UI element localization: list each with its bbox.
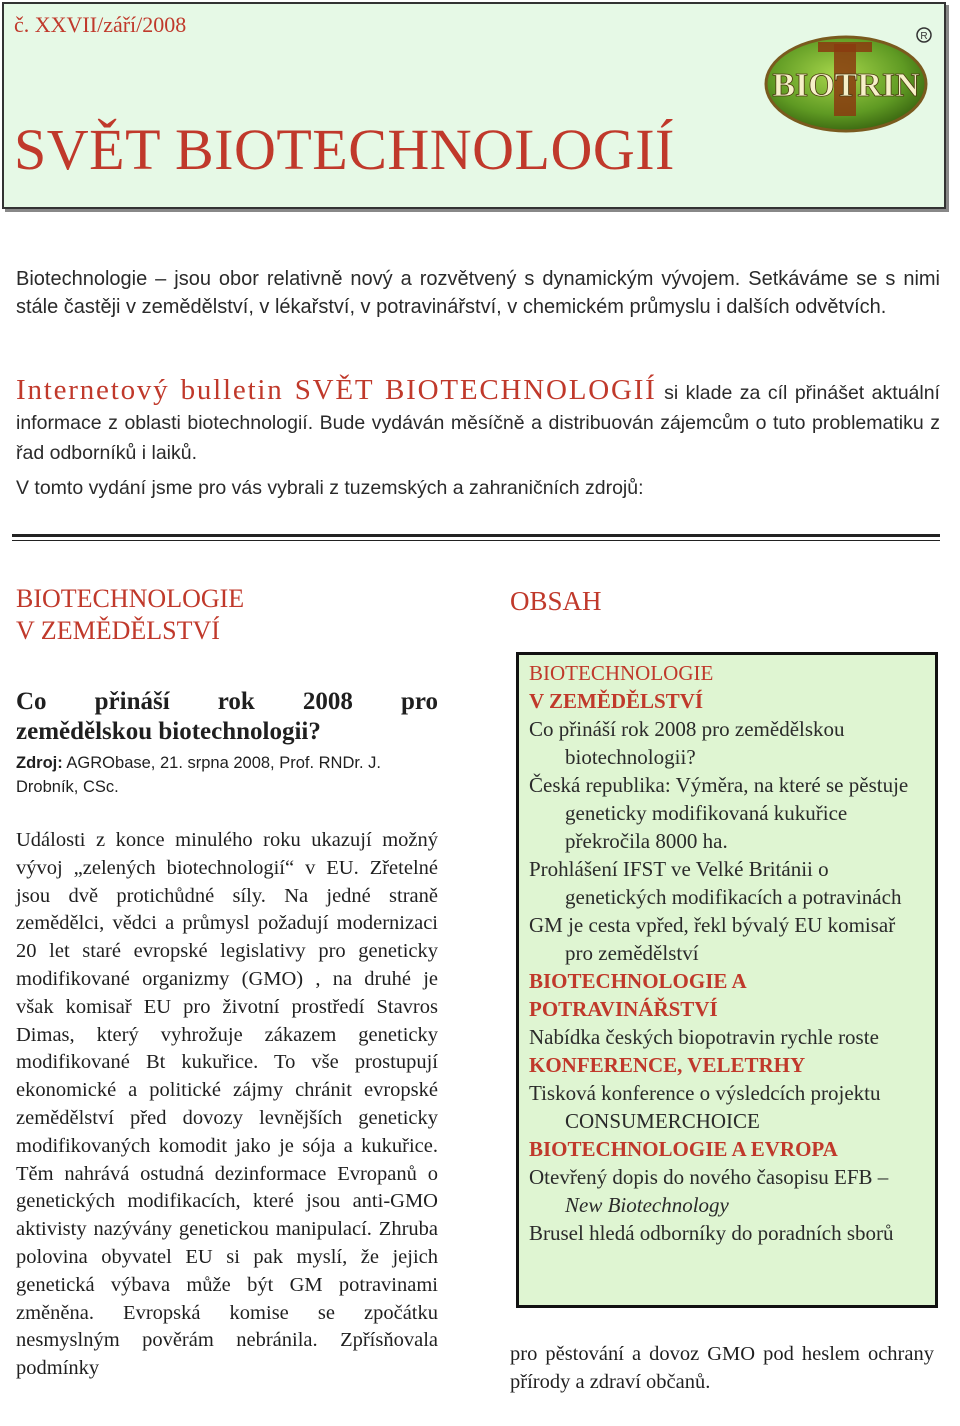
section-heading-line2: V ZEMĚDĚLSTVÍ <box>16 616 220 645</box>
svg-text:BIOTRIN: BIOTRIN <box>772 67 920 104</box>
toc-heading-conferences: KONFERENCE, VELETRHY <box>529 1053 806 1077</box>
toc-item[interactable]: Tisková konference o výsledcích projektu CONSUMERCHOICE <box>529 1081 881 1133</box>
toc-item[interactable]: Brusel hledá odborníky do poradních sborů <box>529 1221 894 1245</box>
bulletin-text: si klade za cíl přinášet aktuální informace z oblasti biotechnologií. Bude vydáván měsíčně a distribuován zájemcům o tuto problematiku z řad odborníků i laiků. <box>16 382 940 464</box>
issue-number: č. XXVII/září/2008 <box>14 12 187 37</box>
biotrin-logo <box>764 24 944 134</box>
toc-heading-agriculture-1: BIOTECHNOLOGIE <box>529 661 714 685</box>
toc-item[interactable]: Česká republika: Výměra, na které se pěstuje geneticky modifikovaná kukuřice překročila 8000 ha. <box>529 773 909 853</box>
toc-item[interactable]: Prohlášení IFST ve Velké Británii o genetických modifikacích a potravinách <box>529 857 902 909</box>
bulletin-paragraph <box>16 375 940 468</box>
section-heading-line1: BIOTECHNOLOGIE <box>16 584 245 613</box>
masthead <box>2 2 946 209</box>
article-column <box>16 583 438 1383</box>
divider-thick <box>12 534 940 537</box>
toc-item-text: Otevřený dopis do nového časopisu EFB – <box>529 1165 889 1189</box>
divider-thin <box>12 540 940 541</box>
toc-heading-food-1: BIOTECHNOLOGIE A <box>529 969 747 993</box>
toc-item[interactable]: Nabídka českých biopotravin rychle roste <box>529 1025 879 1049</box>
source-text: AGRObase, 21. srpna 2008, Prof. RNDr. J. Drobník, CSc. <box>16 754 381 796</box>
article-body: Události z konce minulého roku ukazují možný vývoj „zelených biotechnologií“ v EU. Zřetelné jsou dvě protichůdné síly. Na jedné straně zemědělci, vědci a průmysl požadují modernizaci 20 let staré evropské legislativy pro geneticky modifikované organizmy (GMO) , na druhé je však komisař EU pro životní prostředí Stavros Dimas, který vyhrožuje zákazem geneticky modifikované Bt kukuřice. To vše prostupují ekonomické a politické zájmy chránit evropské zemědělství před dovozy levnějších geneticky modifikovaných komodit jako je sója a kukuřice. Těm nahrává ostudná dezinformace Evropanů o genetických modifikacích, které jsou anti-GMO aktivisty nazývány genetickou manipulací. Zhruba polovina obyvatel EU si pak myslí, že jejich genetická výbava může být GM potravinami změněna. Evropská komise se zpočátku nesmyslným pověrám nebránila. Zpřísňovala podmínky <box>16 829 438 1380</box>
toc-item[interactable] <box>529 1163 927 1219</box>
article-title-line2: zemědělskou biotechnologii? <box>16 718 321 745</box>
toc-heading-food-2: POTRAVINÁŘSTVÍ <box>529 997 718 1021</box>
intro-paragraph: Biotechnologie – jsou obor relativně nový a rozvětvený s dynamickým vývojem. Setkáváme se s nimi stále častěji v zemědělství, v lékařství, v potravinářství, v chemickém průmyslu i dalších odvětvích. <box>16 268 940 318</box>
bulletin-heading: Internetový bulletin SVĚT BIOTECHNOLOGIÍ <box>16 374 657 406</box>
contents-column <box>510 586 950 617</box>
toc-heading-europe: BIOTECHNOLOGIE A EVROPA <box>529 1137 838 1161</box>
svg-text:R: R <box>920 31 928 42</box>
toc-heading-agriculture-2: V ZEMĚDĚLSTVÍ <box>529 689 704 713</box>
toc-item[interactable]: Co přináší rok 2008 pro zemědělskou biotechnologii? <box>529 717 845 769</box>
toc-item-italic: New Biotechnology <box>565 1193 729 1217</box>
contents-title: OBSAH <box>510 586 602 616</box>
selection-note: V tomto vydání jsme pro vás vybrali z tuzemských a zahraničních zdrojů: <box>16 477 644 499</box>
source-label: Zdroj: <box>16 754 63 772</box>
toc-item[interactable]: GM je cesta vpřed, řekl bývalý EU komisař pro zemědělství <box>529 913 896 965</box>
article-source <box>16 751 438 799</box>
bulletin-title: SVĚT BIOTECHNOLOGIÍ <box>14 117 675 182</box>
table-of-contents <box>516 652 938 1308</box>
article-continuation: pro pěstování a dovoz GMO pod heslem ochrany přírody a zdraví občanů. <box>510 1343 934 1393</box>
article-title-line1: Co přináší rok 2008 pro <box>16 688 438 715</box>
